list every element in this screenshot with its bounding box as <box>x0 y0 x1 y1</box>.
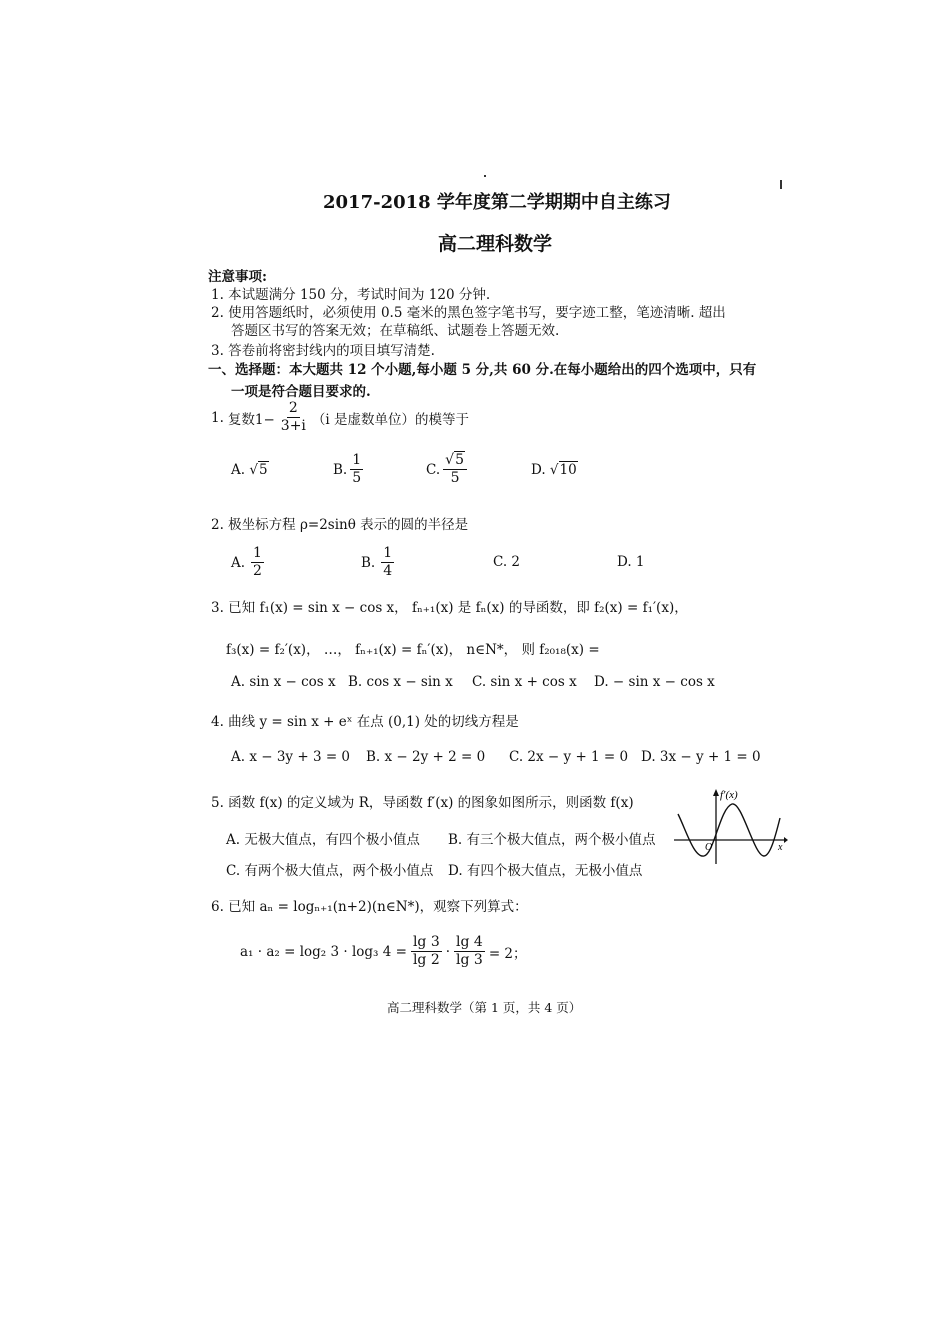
option-a: A. 无极大值点，有四个极小值点 <box>226 832 420 848</box>
option-c: C. $\frac{√5}{5}$ <box>426 452 467 487</box>
question-3-line2: f₃(x) = f₂′(x)， …， fₙ₊₁(x) = fₙ′(x)， n∈N*， 则 f₂₀₁₈(x) = <box>226 642 600 658</box>
option-d: D. 有四个极大值点，无极小值点 <box>448 863 643 879</box>
derivative-graph <box>672 786 788 866</box>
question-4: 4. 曲线 y = sin x + eˣ 在点 (0,1) 处的切线方程是 <box>211 714 519 730</box>
derivative-curve <box>678 804 780 856</box>
page-subtitle: 高二理科数学 <box>438 233 553 255</box>
option-d: D. 1 <box>617 554 645 570</box>
option-b: B. $\frac{1}{4}$ <box>361 545 393 579</box>
question-6-equation: a₁ · a₂ = log₂ 3 · log₃ 4 = $\frac{\lg 3}{\lg 2}$ · $\frac{\lg 4}{\lg 3}$ = 2； <box>240 934 527 968</box>
option-b: B. cos x − sin x <box>348 674 453 690</box>
page-footer: 高二理科数学（第 1 页，共 4 页） <box>387 1000 582 1015</box>
fraction: $\frac{2}{3+i}$ <box>280 400 306 434</box>
scan-mark <box>780 180 782 189</box>
question-6: 6. 已知 aₙ = logₙ₊₁(n+2)(n∈N*)，观察下列算式： <box>211 899 528 915</box>
notice-item: 1. 本试题满分 150 分，考试时间为 120 分钟. <box>211 287 491 303</box>
notice-heading: 注意事项: <box>208 269 267 285</box>
notice-item: 3. 答卷前将密封线内的项目填写清楚. <box>211 343 435 359</box>
notice-item: 2. 使用答题纸时，必须使用 0.5 毫米的黑色签字笔书写，要字迹工整，笔迹清晰. 超出 <box>211 305 726 321</box>
graph-origin-label: O <box>705 842 713 853</box>
option-d: D. − sin x − cos x <box>594 674 715 690</box>
section-heading: 一项是符合题目要求的. <box>231 384 371 400</box>
question-number: 1. <box>211 409 224 426</box>
option-a: A. $\frac{1}{2}$ <box>231 545 262 579</box>
option-b: B. x − 2y + 2 = 0 <box>366 749 486 765</box>
graph-y-label: f′(x) <box>720 789 738 801</box>
question-text: 复数1− <box>227 411 275 428</box>
option-c: C. 2x − y + 1 = 0 <box>509 749 629 765</box>
scan-mark <box>484 175 486 177</box>
question-5: 5. 函数 f(x) 的定义域为 R，导函数 f′(x) 的图象如图所示，则函数 f(x) <box>211 795 634 811</box>
x-axis-arrow <box>784 837 788 843</box>
option-b: B. 有三个极大值点，两个极小值点 <box>448 832 656 848</box>
option-a: A. √5 <box>231 462 268 478</box>
option-c: C. 2 <box>493 554 521 570</box>
page-title: 2017-2018 学年度第二学期期中自主练习 <box>323 192 671 213</box>
y-axis-arrow <box>713 789 719 796</box>
option-d: D. 3x − y + 1 = 0 <box>641 749 761 765</box>
option-c: C. 有两个极大值点，两个极小值点 <box>226 863 434 879</box>
option-a: A. x − 3y + 3 = 0 <box>231 749 351 765</box>
question-3: 3. 已知 f₁(x) = sin x − cos x， fₙ₊₁(x) 是 fₙ(x) 的导函数，即 f₂(x) = f₁′(x)， <box>211 600 688 616</box>
graph-x-label: x <box>778 842 783 853</box>
option-c: C. sin x + cos x <box>472 674 577 690</box>
question-1 <box>211 400 469 435</box>
option-a: A. sin x − cos x <box>231 674 336 690</box>
section-heading: 一、选择题：本大题共 12 个小题,每小题 5 分,共 60 分.在每小题给出的四个选项中，只有 <box>208 362 757 378</box>
option-b: B. $\frac{1}{5}$ <box>333 452 362 486</box>
question-2: 2. 极坐标方程 ρ=2sinθ 表示的圆的半径是 <box>211 517 469 533</box>
option-d: D. √10 <box>531 462 577 478</box>
notice-item: 答题区书写的答案无效；在草稿纸、试题卷上答题无效. <box>231 323 560 339</box>
question-text: （i 是虚数单位）的模等于 <box>311 411 470 428</box>
